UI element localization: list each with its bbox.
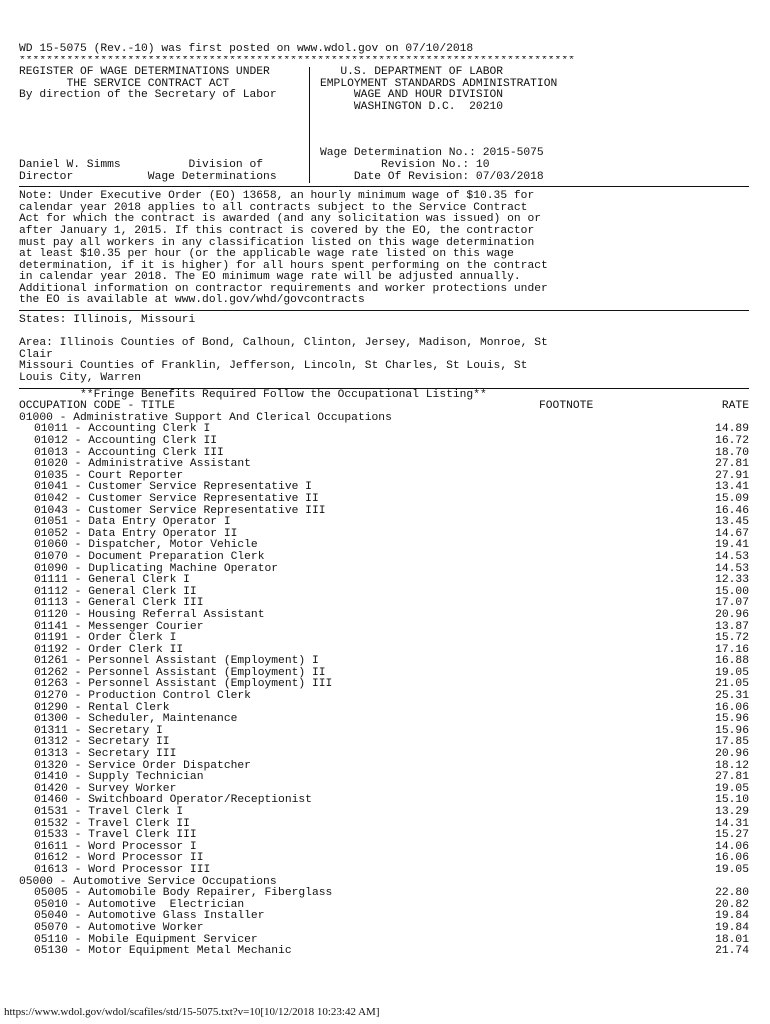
occupation-rate: 13.41 [715, 481, 749, 494]
page-footer-url: https://www.wdol.gov/wdol/scafiles/std/15-5075.txt?v=10[10/12/2018 10:23:42 AM] [4, 1006, 380, 1018]
area-line: Area: Illinois Counties of Bond, Calhoun, Clinton, Jersey, Madison, Monroe, St [19, 337, 548, 350]
occupation-title: 01051 - Data Entry Operator I [34, 516, 231, 529]
occupation-row [19, 807, 749, 819]
occupation-title: 01043 - Customer Service Representative III [34, 504, 326, 517]
occupation-title: 01262 - Personnel Assistant (Employment) II [34, 666, 326, 679]
wage-determination-number: Wage Determination No.: 2015-5075 [320, 147, 544, 160]
occupation-title: 01410 - Supply Technician [34, 771, 204, 784]
occupation-rate: 15.09 [715, 492, 749, 505]
occupation-title: 05010 - Automotive Electrician [34, 898, 245, 911]
occupation-title: 01012 - Accounting Clerk II [34, 435, 218, 447]
occupation-rate: 15.00 [715, 585, 749, 598]
occupation-rate: 14.53 [715, 562, 749, 575]
occupation-title: 01052 - Data Entry Operator II [34, 527, 238, 540]
dol-line-4: WASHINGTON D.C. 20210 [320, 100, 504, 113]
occupation-group-heading: 05000 - Automotive Service Occupations [19, 875, 277, 888]
occupation-rate: 16.46 [715, 504, 749, 517]
occupation-rate: 15.96 [715, 724, 749, 737]
note-line: Note: Under Executive Order (EO) 13658, an hourly minimum wage of $10.35 for [19, 190, 535, 203]
occupation-row [19, 749, 749, 761]
revision-number: Revision No.: 10 [320, 158, 490, 171]
divider-line [19, 186, 749, 187]
occupation-title: 01141 - Messenger Courier [34, 620, 204, 633]
occupation-rate: 19.84 [715, 921, 749, 934]
occupation-title: 05005 - Automobile Body Repairer, Fiberglass [34, 887, 333, 900]
occupation-title: 01533 - Travel Clerk III [34, 829, 197, 842]
occupation-rate: 25.31 [715, 690, 749, 703]
occupation-title: 01070 - Document Preparation Clerk [34, 550, 265, 563]
occupation-title: 01020 - Administrative Assistant [34, 458, 251, 471]
occupation-title: 01013 - Accounting Clerk III [34, 446, 224, 459]
occupation-title: 01311 - Secretary I [34, 724, 163, 737]
occupation-title: 01090 - Duplicating Machine Operator [34, 562, 279, 575]
occupation-row [19, 633, 749, 645]
fringe-benefits-note: **Fringe Benefits Required Follow the Occupational Listing** [19, 388, 487, 401]
occupation-rate: 18.01 [715, 933, 749, 946]
occupation-row [19, 888, 749, 900]
occupation-rate: 16.72 [715, 435, 749, 447]
dol-line-2: EMPLOYMENT STANDARDS ADMINISTRATION [320, 77, 558, 90]
occupation-row [19, 923, 749, 935]
occupation-rate: 12.33 [715, 574, 749, 587]
note-line: must pay all workers in any classification listed on this wage determination [19, 236, 535, 249]
occupation-rate: 14.89 [715, 423, 749, 436]
occupation-title: 01011 - Accounting Clerk I [34, 423, 211, 436]
occupation-rate: 21.05 [715, 678, 749, 691]
occupation-row [19, 552, 749, 564]
occupation-rate: 22.80 [715, 887, 749, 900]
signature-line-1: Daniel W. Simms Division of [19, 158, 264, 171]
occupation-rate: 15.72 [715, 632, 749, 645]
occupation-row [19, 691, 749, 703]
occupation-rate: 27.81 [715, 458, 749, 471]
area-line: Missouri Counties of Franklin, Jefferson, Lincoln, St Charles, St Louis, St [19, 360, 528, 373]
occupation-title: 01531 - Travel Clerk I [34, 806, 184, 818]
occupation-rate: 19.05 [715, 863, 749, 876]
occupation-rate: 19.05 [715, 782, 749, 795]
occupation-rate: 16.06 [715, 701, 749, 714]
occupation-row [19, 436, 749, 448]
occupation-rate: 16.88 [715, 655, 749, 668]
occupation-rate: 14.67 [715, 527, 749, 540]
occupation-row [19, 865, 749, 877]
occupation-rate: 20.96 [715, 748, 749, 761]
header-left [19, 67, 309, 183]
occupation-rate: 15.10 [715, 794, 749, 807]
note-line: calendar year 2018 applies to all contracts subject to the Service Contract [19, 201, 528, 214]
register-line-3: By direction of the Secretary of Labor [19, 89, 277, 102]
occupation-rate: 14.31 [715, 817, 749, 830]
occupation-title: 01270 - Production Control Clerk [34, 690, 251, 703]
occupation-title: 05070 - Automotive Worker [34, 921, 204, 934]
occupation-list [19, 413, 749, 958]
occupation-title: 01611 - Word Processor I [34, 840, 197, 853]
occupation-row [19, 610, 749, 622]
occupation-row [19, 575, 749, 587]
occupation-rate: 13.29 [715, 806, 749, 818]
occupation-row [19, 946, 749, 958]
occupation-title: 05040 - Automotive Glass Installer [34, 910, 265, 923]
occupation-title: 01192 - Order Clerk II [34, 643, 184, 656]
register-line-1: REGISTER OF WAGE DETERMINATIONS UNDER [19, 66, 270, 79]
occupation-rate: 27.91 [715, 469, 749, 482]
occupation-rate: 15.96 [715, 713, 749, 726]
occupation-rate: 16.06 [715, 852, 749, 865]
occupation-title: 01042 - Customer Service Representative II [34, 492, 319, 505]
occupation-title: 01112 - General Clerk II [34, 585, 197, 598]
note-line: Act for which the contract is awarded (and any solicitation was issued) on or [19, 213, 542, 226]
occupation-title: 01191 - Order Clerk I [34, 632, 177, 645]
column-header-rate: RATE [721, 400, 749, 413]
divider-line [19, 310, 749, 311]
occupation-rate: 15.27 [715, 829, 749, 842]
occupation-rate: 18.12 [715, 759, 749, 772]
occupation-rate: 19.05 [715, 666, 749, 679]
occupation-title: 01613 - Word Processor III [34, 863, 211, 876]
occupation-rate: 21.74 [715, 945, 749, 958]
area-line: Clair [19, 348, 53, 361]
note-line: in calendar year 2018. The EO minimum wage rate will be adjusted annually. [19, 271, 521, 284]
note-line: at least $10.35 per hour (or the applicable wage rate listed on this wage [19, 248, 514, 261]
occupation-rate: 27.81 [715, 771, 749, 784]
header-vertical-divider [309, 67, 318, 183]
occupation-title: 01060 - Dispatcher, Motor Vehicle [34, 539, 258, 552]
occupation-rate: 18.70 [715, 446, 749, 459]
area-block [19, 338, 749, 384]
area-line: Louis City, Warren [19, 372, 142, 385]
column-header-footnote: FOOTNOTE [539, 400, 594, 413]
occupation-title: 01460 - Switchboard Operator/Receptionist [34, 794, 312, 807]
occupation-title: 01300 - Scheduler, Maintenance [34, 713, 238, 726]
occupation-rate: 17.07 [715, 597, 749, 610]
dol-line-3: WAGE AND HOUR DIVISION [320, 89, 504, 102]
note-line: Additional information on contractor requirements and worker protections under [19, 282, 548, 295]
states-line: States: Illinois, Missouri [19, 314, 196, 327]
signature-line-2: Director Wage Determinations [19, 170, 277, 183]
occupation-rate: 14.06 [715, 840, 749, 853]
occupation-title: 01263 - Personnel Assistant (Employment) III [34, 678, 333, 691]
occupation-title: 01313 - Secretary III [34, 748, 177, 761]
occupation-rate: 19.41 [715, 539, 749, 552]
occupation-rate: 13.45 [715, 516, 749, 529]
register-line-2: THE SERVICE CONTRACT ACT [19, 77, 230, 90]
note-line: the EO is available at www.dol.gov/whd/govcontracts [19, 294, 365, 307]
occupation-title: 01312 - Secretary II [34, 736, 170, 749]
occupation-row [19, 494, 749, 506]
occupation-title: 05110 - Mobile Equipment Servicer [34, 933, 258, 946]
column-header-code-title: OCCUPATION CODE - TITLE [19, 400, 175, 413]
occupation-title: 01113 - General Clerk III [34, 597, 204, 610]
occupation-rate: 17.16 [715, 643, 749, 656]
occupation-rate: 17.85 [715, 736, 749, 749]
note-line: after January 1, 2015. If this contract is covered by the EO, the contractor [19, 224, 535, 237]
occupation-title: 05130 - Motor Equipment Metal Mechanic [34, 945, 292, 958]
occupation-rate: 20.96 [715, 608, 749, 621]
header-right [318, 67, 749, 183]
occupation-title: 01320 - Service Order Dispatcher [34, 759, 251, 772]
posted-line: WD 15-5075 (Rev.-10) was first posted on www.wdol.gov on 07/10/2018 [19, 43, 474, 55]
header-block [19, 67, 749, 183]
occupation-title: 01120 - Housing Referral Assistant [34, 608, 265, 621]
dol-line-1: U.S. DEPARTMENT OF LABOR [320, 66, 504, 79]
asterisk-divider: ********************************************************************************** [19, 55, 575, 67]
occupation-title: 01290 - Rental Clerk [34, 701, 170, 714]
note-line: determination, if it is higher) for all hours spent performing on the contract [19, 259, 548, 272]
occupation-rate: 13.87 [715, 620, 749, 633]
occupation-title: 01035 - Court Reporter [34, 469, 184, 482]
occupation-rate: 14.53 [715, 550, 749, 563]
occupation-rate: 20.82 [715, 898, 749, 911]
occupation-rate: 19.84 [715, 910, 749, 923]
occupation-title: 01420 - Survey Worker [34, 782, 177, 795]
occupation-title: 01041 - Customer Service Representative I [34, 481, 312, 494]
occupation-title: 01532 - Travel Clerk II [34, 817, 190, 830]
occupation-row [19, 517, 749, 529]
wage-determination-document [19, 44, 749, 958]
occupation-title: 01261 - Personnel Assistant (Employment) I [34, 655, 319, 668]
occupation-title: 01111 - General Clerk I [34, 574, 190, 587]
occupation-title: 01612 - Word Processor II [34, 852, 204, 865]
occupation-group-heading: 01000 - Administrative Support And Clerical Occupations [19, 411, 392, 424]
eo-note [19, 191, 749, 307]
revision-date: Date Of Revision: 07/03/2018 [320, 170, 544, 183]
